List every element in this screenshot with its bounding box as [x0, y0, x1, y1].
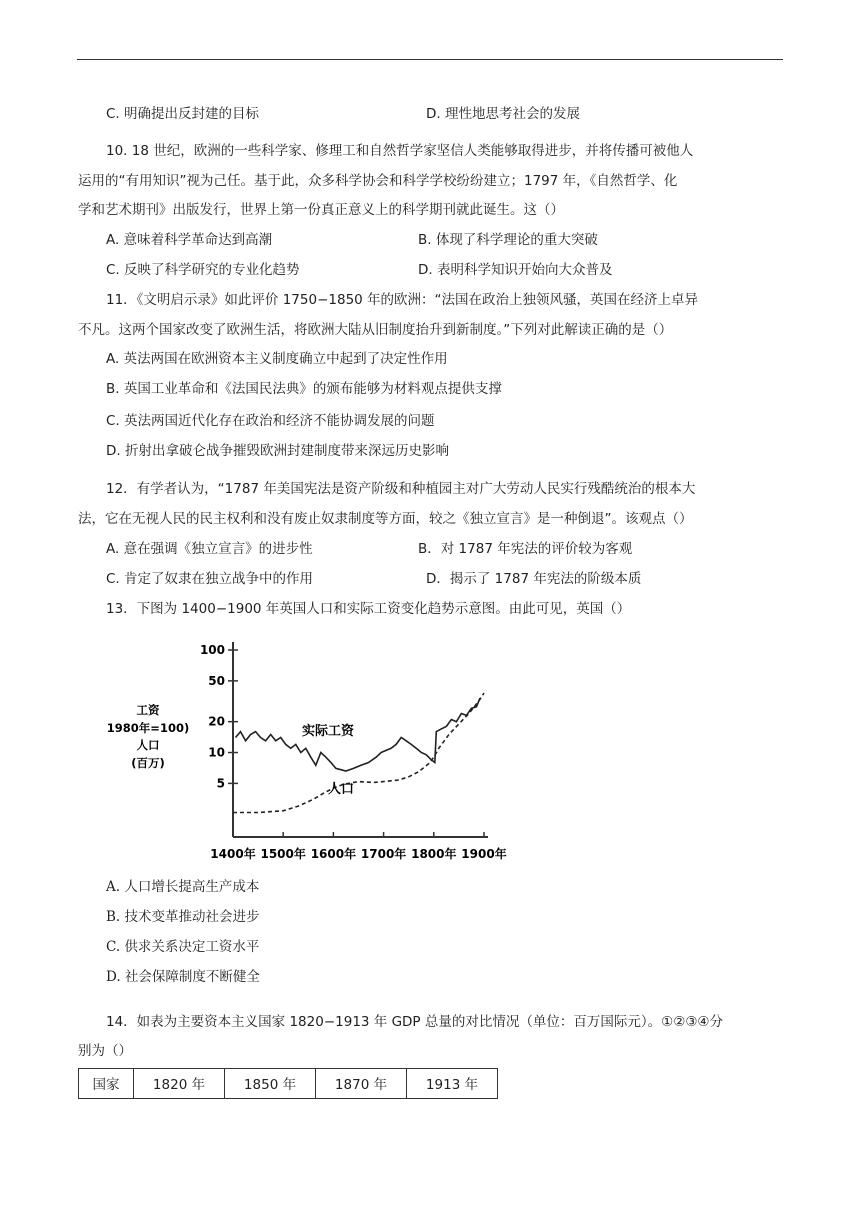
- q12-stem-line-1: 12．有学者认为，“1787 年美国宪法是资产阶级和种植园主对广大劳动人民实行残酷统治的根本大: [106, 481, 696, 497]
- q11-option-a[interactable]: A. 英法两国在欧洲资本主义制度确立中起到了决定性作用: [106, 351, 448, 367]
- y-tick-label: 20: [208, 714, 225, 729]
- series-label-real-wage: 实际工资: [302, 724, 355, 739]
- q10-stem-line-1: 10. 18 世纪，欧洲的一些科学家、修理工和自然哲学家坚信人类能够取得进步，并将传播可被他人: [106, 143, 694, 159]
- q11-option-d[interactable]: D. 折射出拿破仑战争摧毁欧洲封建制度带来深远历史影响: [106, 443, 449, 459]
- q10-option-d[interactable]: D. 表明科学知识开始向大众普及: [418, 262, 613, 278]
- series-real-wage-line: [236, 698, 481, 771]
- gdp-table: [78, 1068, 498, 1099]
- x-tick-label: 1700年: [360, 847, 407, 861]
- series-label-population: 人口: [328, 782, 355, 797]
- q9-option-c[interactable]: C. 明确提出反封建的目标: [106, 106, 260, 122]
- header-rule: [77, 59, 783, 60]
- x-tick-label: 1600年: [310, 847, 357, 861]
- table-header-cell: 1870 年: [316, 1069, 407, 1099]
- q10-option-b[interactable]: B. 体现了科学理论的重大突破: [418, 232, 598, 248]
- y-tick-label: 50: [208, 673, 225, 688]
- x-tick-label: 1400年: [210, 847, 256, 861]
- q12-option-d[interactable]: D．揭示了 1787 年宪法的阶级本质: [426, 571, 642, 587]
- table-header-cell: 国家: [79, 1069, 134, 1099]
- table-header-row: [79, 1069, 498, 1099]
- q13-option-d[interactable]: D. 社会保障制度不断健全: [106, 969, 260, 985]
- q11-stem-line-1: 11．《文明启示录》如此评价 1750−1850 年的欧洲：“法国在政治上独领风骚，英国在经济上卓异: [106, 292, 699, 308]
- q13-option-c[interactable]: C. 供求关系决定工资水平: [106, 939, 260, 955]
- x-tick-label: 1900年: [461, 847, 507, 861]
- y-tick-label: 10: [208, 745, 225, 760]
- q11-option-c[interactable]: C. 英法两国近代化存在政治和经济不能协调发展的问题: [106, 413, 435, 429]
- q9-option-d[interactable]: D. 理性地思考社会的发展: [426, 106, 580, 122]
- q13-option-b[interactable]: B. 技术变革推动社会进步: [106, 909, 260, 925]
- chart-ylabel: [107, 703, 189, 770]
- q10-option-a[interactable]: A. 意味着科学革命达到高潮: [106, 232, 273, 248]
- q12-option-b[interactable]: B．对 1787 年宪法的评价较为客观: [418, 541, 633, 557]
- y-tick-label: 5: [216, 776, 225, 791]
- table-header-cell: 1850 年: [225, 1069, 316, 1099]
- q14-stem-line-1: 14．如表为主要资本主义国家 1820−1913 年 GDP 总量的对比情况（单位：百万国际元）。①②③④分: [106, 1014, 724, 1030]
- series-population-line: [233, 693, 484, 812]
- q10-stem-line-2: 运用的“有用知识”视为己任。基于此，众多科学协会和科学学校纷纷建立；1797 年，《自然哲学、化: [78, 173, 678, 189]
- q12-stem-line-2: 法，它在无视人民的民主权利和没有废止奴隶制度等方面，较之《独立宣言》是一种倒退”。该观点（）: [78, 511, 693, 527]
- q13-option-a[interactable]: A. 人口增长提高生产成本: [106, 879, 260, 895]
- x-tick-label: 1500年: [260, 847, 306, 861]
- population-wage-chart: [100, 632, 520, 864]
- q14-stem-line-2: 别为（）: [78, 1043, 132, 1059]
- q12-option-a[interactable]: A. 意在强调《独立宣言》的进步性: [106, 541, 313, 557]
- y-label-line: (百万): [131, 756, 165, 770]
- y-label-line: 1980年=100): [106, 721, 190, 735]
- q10-option-c[interactable]: C. 反映了科学研究的专业化趋势: [106, 262, 300, 278]
- q13-stem: 13．下图为 1400−1900 年英国人口和实际工资变化趋势示意图。由此可见，英国（）: [106, 601, 631, 617]
- table-header-cell: 1820 年: [134, 1069, 225, 1099]
- q11-option-b[interactable]: B. 英国工业革命和《法国民法典》的颁布能够为材料观点提供支撑: [106, 381, 502, 397]
- table-header-cell: 1913 年: [407, 1069, 498, 1099]
- q10-stem-line-3: 学和艺术期刊》出版发行，世界上第一份真正意义上的科学期刊就此诞生。这（）: [78, 202, 564, 218]
- y-label-line: 人口: [136, 738, 160, 752]
- y-label-line: 工资: [136, 703, 160, 717]
- q12-option-c[interactable]: C. 肯定了奴隶在独立战争中的作用: [106, 571, 314, 587]
- x-tick-label: 1800年: [411, 847, 457, 861]
- y-tick-label: 100: [199, 643, 225, 657]
- q11-stem-line-2: 不凡。这两个国家改变了欧洲生活，将欧洲大陆从旧制度抬升到新制度。”下列对此解读正确的是（）: [78, 322, 673, 338]
